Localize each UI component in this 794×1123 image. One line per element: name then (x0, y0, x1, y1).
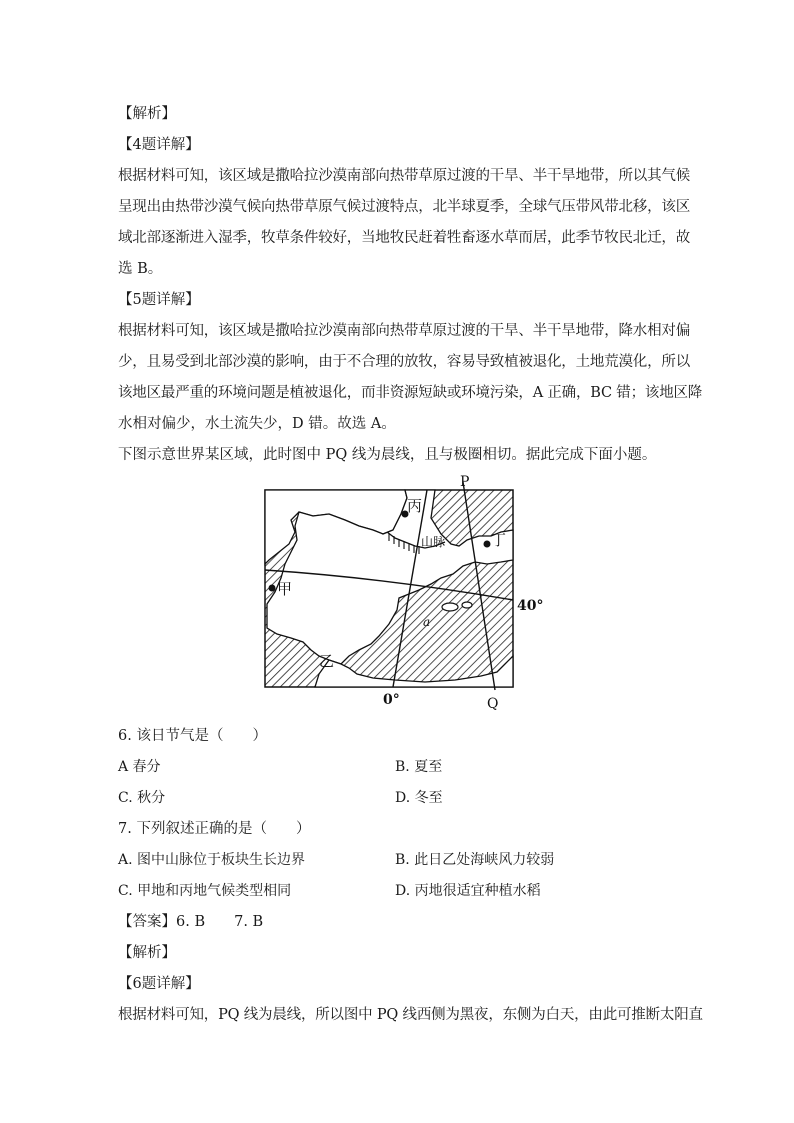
question-intro: 下图示意世界某区域，此时图中 PQ 线为晨线，且与极圈相切。据此完成下面小题。 (118, 447, 657, 463)
q5-text-line-1: 根据材料可知，该区域是撒哈拉沙漠南部向热带草原过渡的干旱、半干旱地带，降水相对偏 (118, 323, 690, 339)
region-map-figure (255, 474, 544, 712)
q6-heading: 【6题详解】 (118, 976, 200, 992)
q4-text-line-4: 选 B。 (118, 261, 163, 277)
q5-heading: 【5题详解】 (118, 292, 200, 308)
answer-line: 【答案】6. B 7. B (118, 914, 264, 930)
point-jia (269, 585, 276, 592)
q5-text-line-2: 少，且易受到北部沙漠的影响，由于不合理的放牧，容易导致植被退化，土地荒漠化，所以 (118, 354, 690, 370)
small-island-2 (462, 602, 472, 608)
label-longitude: 0° (383, 692, 400, 708)
label-bing: 丙 (407, 497, 423, 515)
q6-option-a[interactable]: A 春分 (118, 759, 161, 775)
q4-text-line-1: 根据材料可知，该区域是撒哈拉沙漠南部向热带草原过渡的干旱、半干旱地带，所以其气候 (118, 168, 690, 184)
point-ding (484, 541, 491, 548)
region-map-svg (255, 474, 544, 712)
label-a: a (423, 615, 431, 629)
q5-text-line-4: 水相对偏少，水土流失少，D 错。故选 A。 (118, 416, 396, 432)
q5-text-line-3: 该地区最严重的环境问题是植被退化，而非资源短缺或环境污染，A 正确，BC 错；该地区降 (118, 385, 703, 401)
q7-option-b[interactable]: B. 此日乙处海峡风力较弱 (395, 852, 555, 868)
small-island (442, 603, 458, 611)
label-p: P (460, 474, 470, 490)
label-q: Q (487, 696, 499, 712)
q6-stem: 6. 该日节气是（ ） (118, 728, 267, 744)
label-jia: 甲 (277, 580, 293, 598)
q6-option-d[interactable]: D. 冬至 (395, 790, 443, 806)
q6-option-b[interactable]: B. 夏至 (395, 759, 443, 775)
q7-stem: 7. 下列叙述正确的是（ ） (118, 821, 311, 837)
q4-text-line-3: 域北部逐渐进入湿季，牧草条件较好，当地牧民赶着牲畜逐水草而居，此季节牧民北迁，故 (118, 230, 690, 246)
q6-text-line-1: 根据材料可知，PQ 线为晨线，所以图中 PQ 线西侧为黑夜，东侧为白天，由此可推断太阳直 (118, 1007, 703, 1023)
q7-option-d[interactable]: D. 丙地很适宜种植水稻 (395, 883, 541, 899)
label-mountain: 山脉 (421, 535, 446, 549)
q7-option-a[interactable]: A. 图中山脉位于板块生长边界 (118, 852, 306, 868)
analysis-heading-2: 【解析】 (118, 945, 176, 961)
q7-option-c[interactable]: C. 甲地和丙地气候类型相同 (118, 883, 292, 899)
q4-heading: 【4题详解】 (118, 137, 200, 153)
label-yi: 乙 (319, 652, 335, 670)
q4-text-line-2: 呈现出由热带沙漠气候向热带草原气候过渡特点，北半球夏季，全球气压带风带北移，该区 (118, 199, 690, 215)
label-latitude: 40° (517, 598, 544, 614)
analysis-heading: 【解析】 (118, 106, 176, 122)
q6-option-c[interactable]: C. 秋分 (118, 790, 166, 806)
label-ding: 丁 (491, 531, 507, 549)
